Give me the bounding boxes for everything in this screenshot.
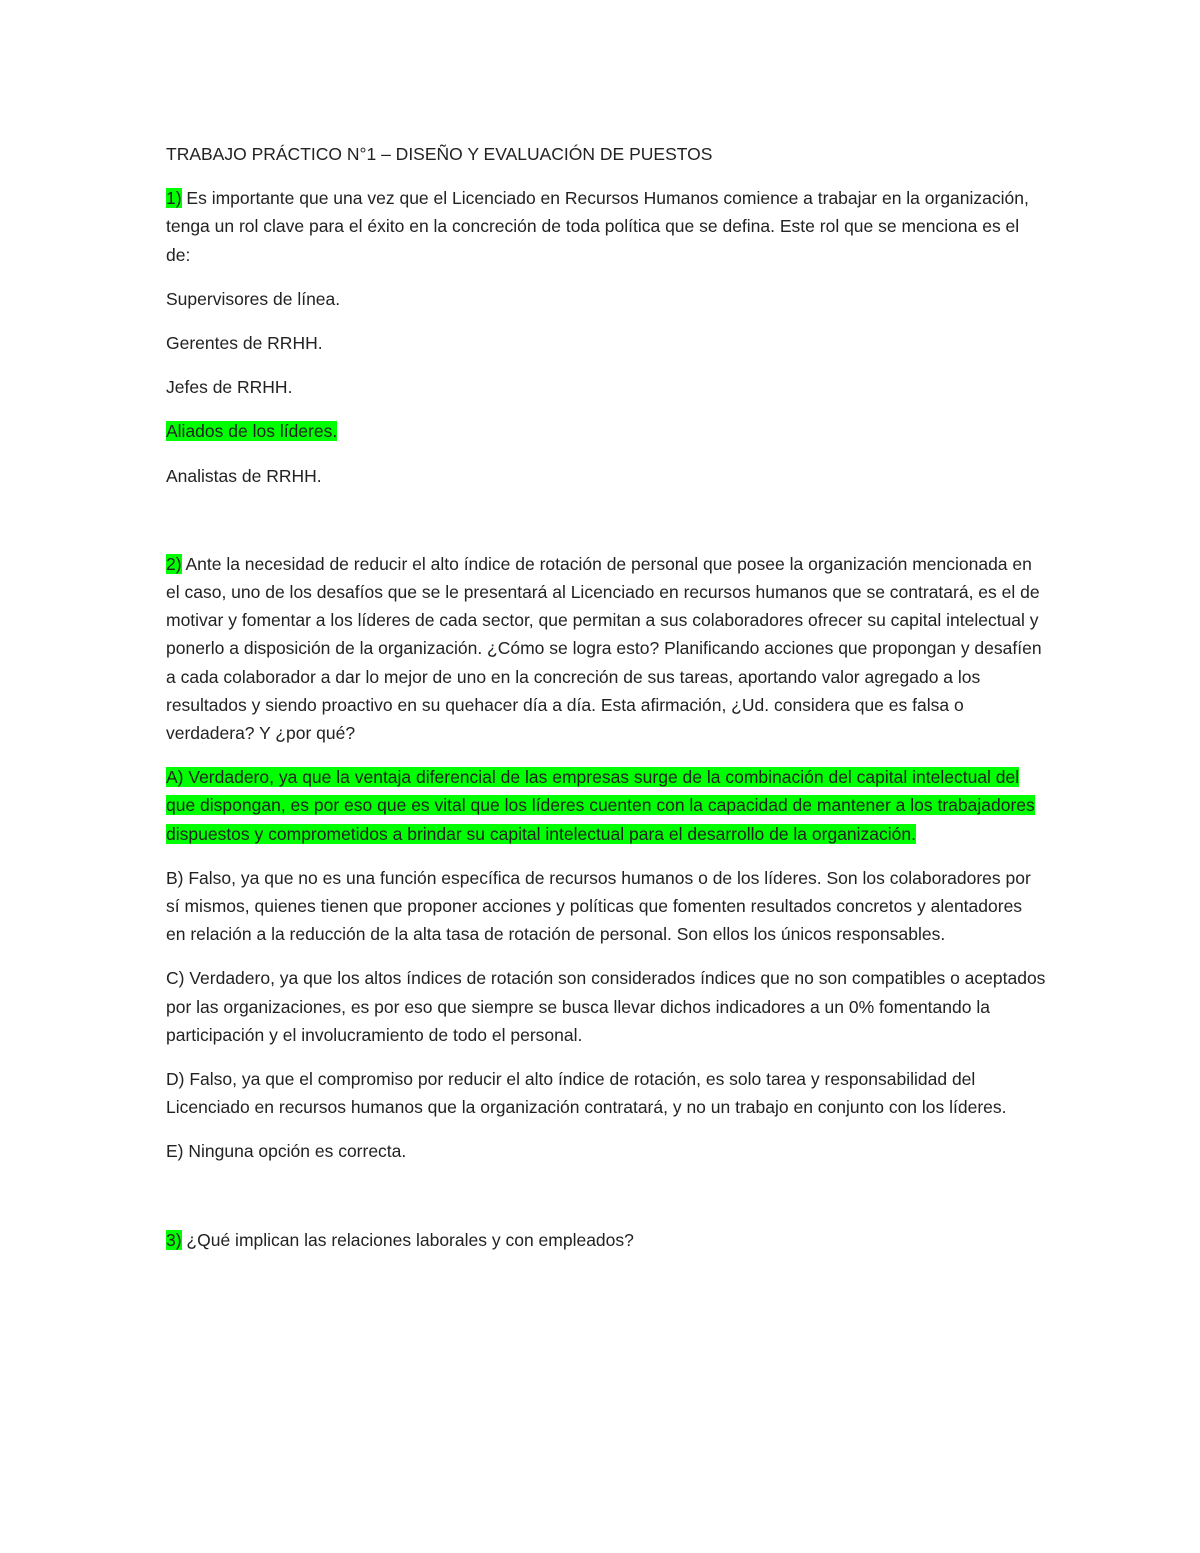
question-prompt: ¿Qué implican las relaciones laborales y con empleados? [181, 1229, 634, 1250]
question-prompt: Ante la necesidad de reducir el alto índice de rotación de personal que posee la organización mencionada en el caso, uno de los desafíos que se le presentará al Licenciado en recursos humanos que se contratará, es el de motivar y fomentar a los líderes de cada sector, que permitan a sus colaboradores ofrecer su capital intelectual y ponerlo a disposición de la organización. ¿Cómo se logra esto? Planificando acciones que propongan y desafíen a cada colaborador a dar lo mejor de uno en la concreción de sus tareas, aportando valor agregado a los resultados y siendo proactivo en su quehacer día a día. Esta afirmación, ¿Ud. considera que es falsa o verdadera? Y ¿por qué? [166, 553, 1042, 744]
option-text: E) Ninguna opción es correcta. [166, 1141, 407, 1162]
question-3 [166, 1226, 1046, 1254]
answer-highlight: A) Verdadero, ya que la ventaja diferencial de las empresas surge de la combinación del capital intelectual del que dispongan, es por eso que es vital que los líderes cuenten con la capacidad de mantener a los trabajadores dispuestos y comprometidos a brindar su capital intelectual para el desarrollo de la organización. [166, 767, 1035, 844]
option-text: Gerentes de RRHH. [166, 333, 323, 354]
document-title: TRABAJO PRÁCTICO N°1 – DISEÑO Y EVALUACIÓN DE PUESTOS [166, 144, 713, 164]
option-text: Analistas de RRHH. [166, 465, 322, 486]
question-number-highlight: 3) [166, 1229, 182, 1250]
document-body [166, 140, 1046, 1270]
question-1 [166, 184, 1046, 269]
question-number-highlight: 1) [166, 188, 182, 209]
option-text: B) Falso, ya que no es una función específica de recursos humanos o de los líderes. Son los colaboradores por sí mismos, quienes tienen que proponer acciones y políticas que fomenten resultados concretos y alentadores en relación a la reducción de la alta tasa de rotación de personal. Son ellos los únicos responsables. [166, 867, 1031, 945]
section-spacer [166, 1182, 1046, 1226]
option-text: D) Falso, ya que el compromiso por reducir el alto índice de rotación, es solo tarea y responsabilidad del Licenciado en recursos humanos que la organización contratará, y no un trabajo en conjunto con los líderes. [166, 1069, 1007, 1118]
selected-answer [166, 417, 1046, 445]
option-text: Jefes de RRHH. [166, 377, 293, 398]
section-spacer [166, 506, 1046, 550]
question-number-highlight: 2) [166, 553, 182, 574]
question-prompt: Es importante que una vez que el Licenciado en Recursos Humanos comience a trabajar en la organización, tenga un rol clave para el éxito en la concreción de toda política que se defina. Este rol que se menciona es el de: [166, 188, 1029, 265]
option-text: C) Verdadero, ya que los altos índices de rotación son considerados índices que no son compatibles o aceptados por las organizaciones, es por eso que siempre se busca llevar dichos indicadores a un 0% fomentando la participación y el involucramiento de todo el personal. [166, 968, 1046, 1045]
question-2 [166, 550, 1046, 747]
option-text: Supervisores de línea. [166, 288, 341, 309]
answer-highlight: Aliados de los líderes. [166, 421, 338, 442]
selected-answer [166, 763, 1046, 848]
